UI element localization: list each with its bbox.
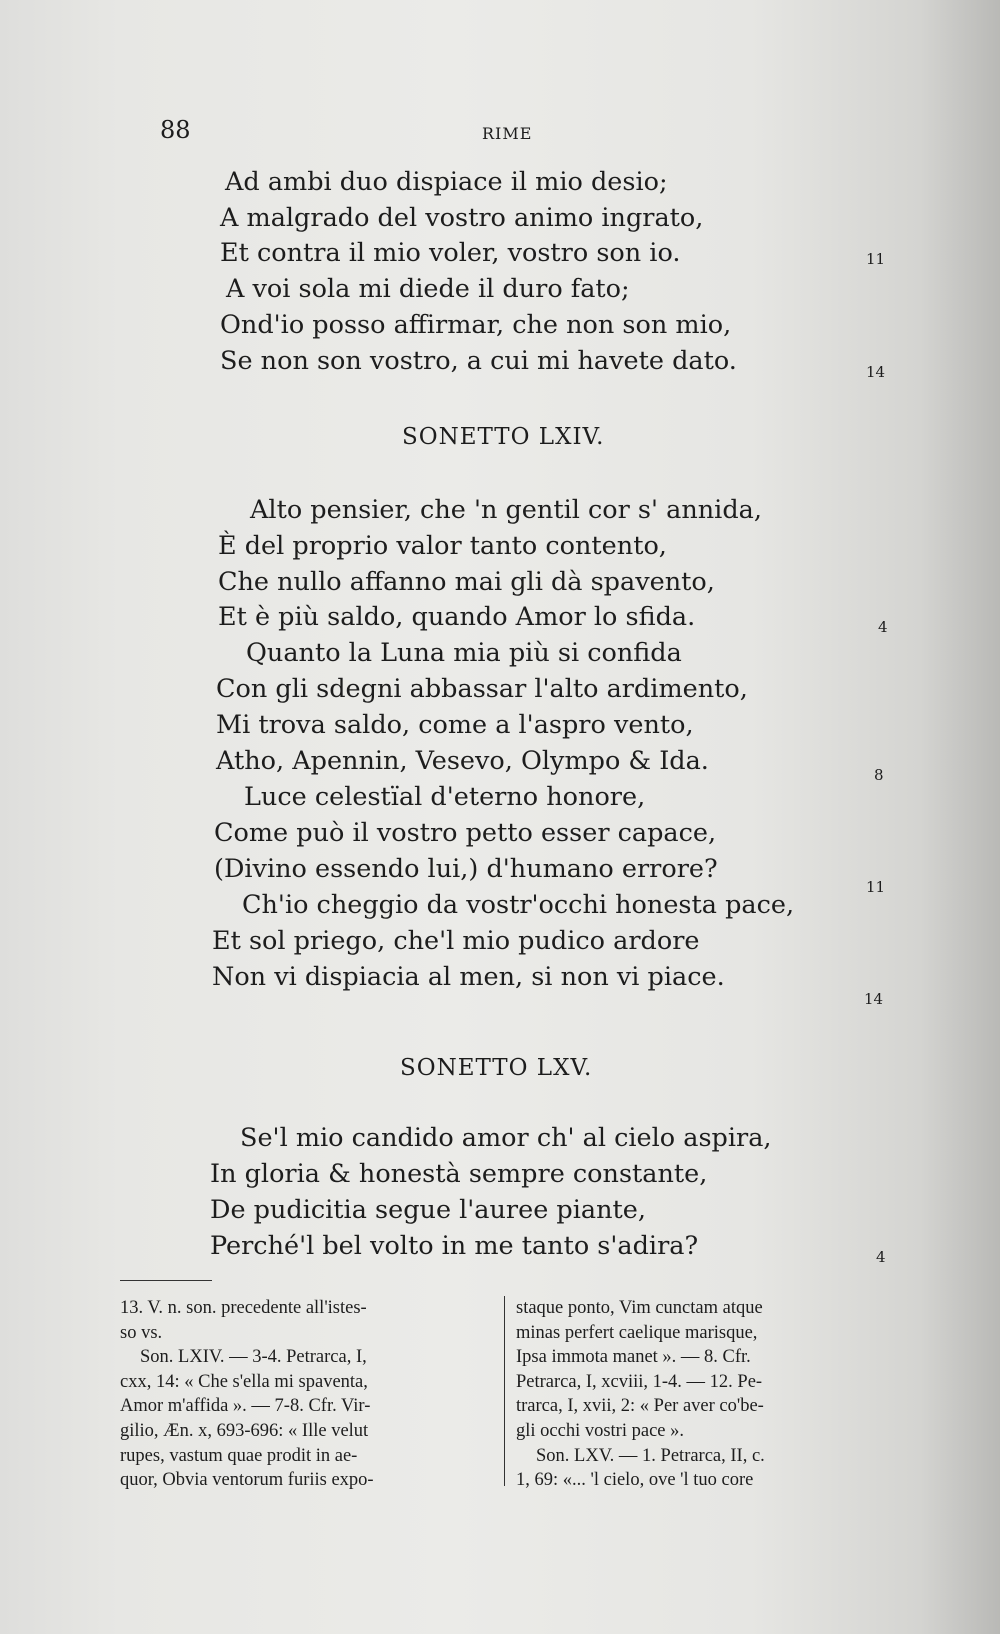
footnote-rule — [120, 1280, 212, 1281]
verse-line: Ad ambi duo dispiace il mio desio; — [225, 167, 668, 197]
page-number: 88 — [160, 116, 191, 144]
line-number: 8 — [874, 766, 884, 784]
verse-line: Perché'l bel volto in me tanto s'adira? — [210, 1231, 699, 1261]
verse-line: Non vi dispiacia al men, si non vi piace. — [212, 962, 725, 992]
footnote-line: Amor m'affida ». — 7-8. Cfr. Vir- — [120, 1396, 371, 1417]
footnote-line: gilio, Æn. x, 693-696: « Ille velut — [120, 1420, 369, 1441]
verse-line: (Divino essendo lui,) d'humano errore? — [214, 854, 718, 884]
footnote-line: Ipsa immota manet ». — 8. Cfr. — [516, 1347, 751, 1368]
verse-line: Ch'io cheggio da vostr'occhi honesta pace, — [242, 890, 795, 920]
verse-line: Et contra il mio voler, vostro son io. — [220, 238, 681, 268]
footnote-line: 1, 69: «... 'l cielo, ove 'l tuo core — [516, 1470, 754, 1491]
verse-line: Quanto la Luna mia più si confida — [246, 638, 682, 668]
verse-line: Luce celestïal d'eterno honore, — [244, 782, 646, 812]
footnotes-right — [516, 1296, 886, 1493]
footnote-line: minas perfert caelique marisque, — [516, 1322, 758, 1343]
footnote-line: cxx, 14: « Che s'ella mi spaventa, — [120, 1371, 368, 1392]
footnote-line: 13. V. n. son. precedente all'istes- — [120, 1298, 367, 1318]
verse-line: È del proprio valor tanto contento, — [218, 531, 667, 561]
verse-line: Et è più saldo, quando Amor lo sfida. — [218, 602, 696, 632]
verse-line: Ond'io posso affirmar, che non son mio, — [220, 310, 732, 340]
line-number: 4 — [878, 618, 888, 636]
footnote-line: Son. LXIV. — 3-4. Petrarca, I, — [140, 1347, 367, 1368]
footnote-line: gli occhi vostri pace ». — [516, 1420, 684, 1441]
verse-line: Che nullo affanno mai gli dà spavento, — [218, 567, 715, 597]
footnote-line: Petrarca, I, xcviii, 1-4. — 12. Pe- — [516, 1371, 763, 1392]
verse-line: Et sol priego, che'l mio pudico ardore — [212, 926, 700, 956]
footnote-line: so vs. — [120, 1322, 163, 1343]
verse-line: In gloria & honestà sempre constante, — [210, 1159, 708, 1189]
verse-line: A voi sola mi diede il duro fato; — [226, 274, 630, 304]
verse-line: Con gli sdegni abbassar l'alto ardimento, — [216, 674, 748, 704]
sonnet-65-title: SONETTO LXV. — [400, 1055, 593, 1081]
verse-line: Mi trova saldo, come a l'aspro vento, — [216, 710, 694, 740]
verse-line: A malgrado del vostro animo ingrato, — [220, 203, 704, 233]
verse-line: Se non son vostro, a cui mi havete dato. — [220, 346, 737, 376]
verse-line: Atho, Apennin, Vesevo, Olympo & Ida. — [216, 746, 709, 776]
verse-line: Alto pensier, che 'n gentil cor s' annida, — [250, 495, 762, 525]
footnote-line: Son. LXV. — 1. Petrarca, II, c. — [536, 1445, 765, 1466]
footnote-line: quor, Obvia ventorum furiis expo- — [120, 1470, 374, 1491]
verse-line: Come può il vostro petto esser capace, — [214, 818, 717, 848]
line-number: 11 — [866, 250, 886, 268]
running-title: RIME — [482, 124, 533, 143]
sonnet-64-title: SONETTO LXIV. — [402, 424, 605, 450]
line-number: 4 — [876, 1248, 886, 1266]
footnote-column-divider — [504, 1296, 505, 1486]
line-number: 11 — [866, 878, 886, 896]
footnotes-left — [120, 1296, 496, 1493]
verse-line: Se'l mio candido amor ch' al cielo aspira, — [240, 1123, 772, 1153]
footnote-line: trarca, I, xvii, 2: « Per aver co'be- — [516, 1396, 764, 1417]
footnote-line: staque ponto, Vim cunctam atque — [516, 1298, 763, 1318]
line-number: 14 — [864, 990, 884, 1008]
footnote-line: rupes, vastum quae prodit in ae- — [120, 1445, 358, 1466]
line-number: 14 — [866, 363, 886, 381]
verse-line: De pudicitia segue l'auree piante, — [210, 1195, 646, 1225]
